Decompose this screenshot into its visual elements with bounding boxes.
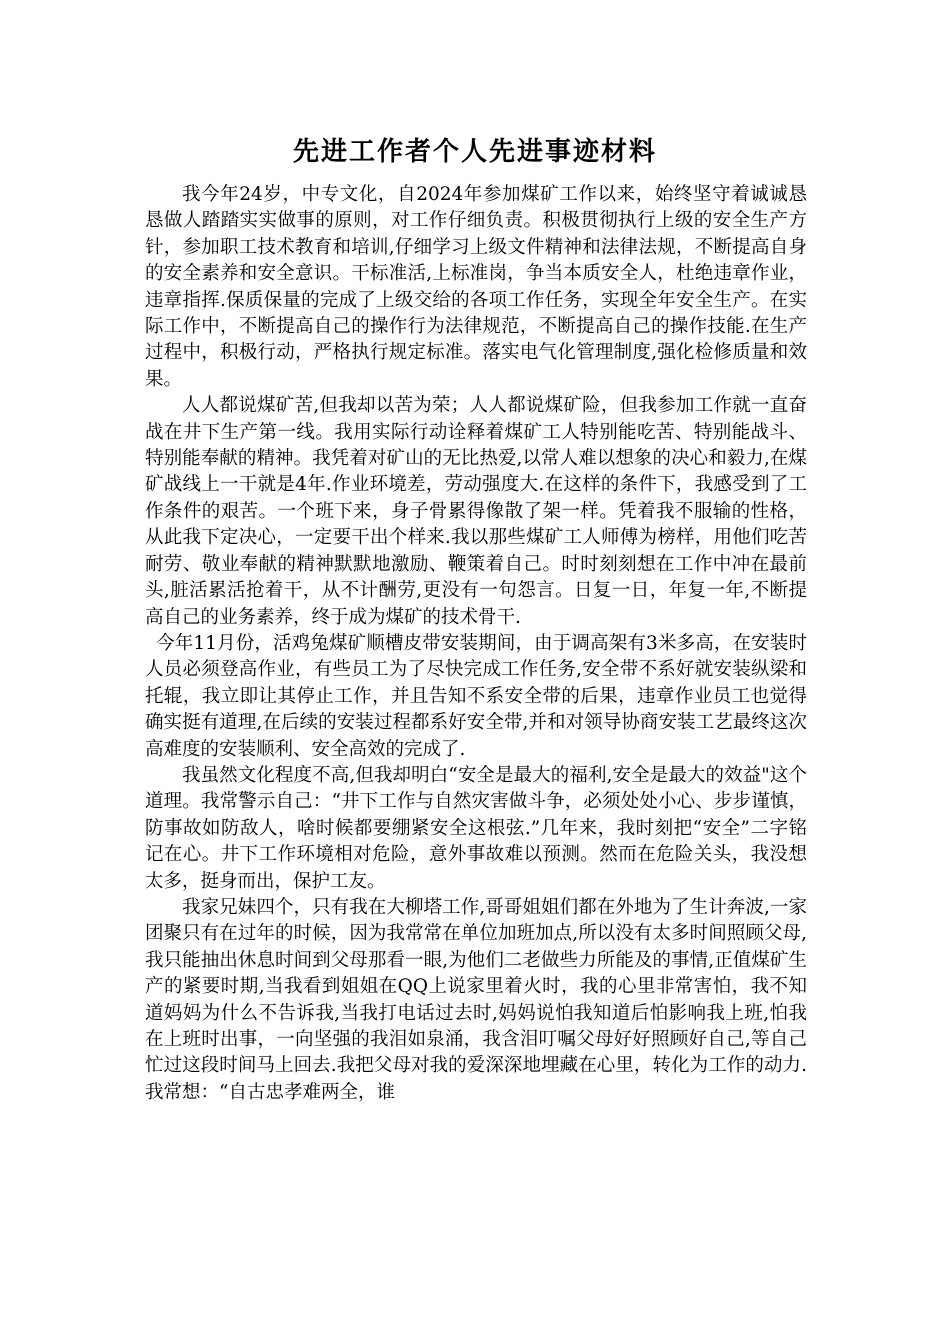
paragraph-3: 今年11月份，活鸡兔煤矿顺槽皮带安装期间，由于调高架有3米多高，在安装时人员必须登高作业，有些员工为了尽快完成工作任务,安全带不系好就安装纵梁和托辊，我立即让其停止工作，并且告知不系安全带的后果，违章作业员工也觉得确实挺有道理,在后续的安装过程都系好安全带,并和对领导协商安装工艺最终这次高难度的安装顺利、安全高效的完成了. [145, 632, 807, 760]
document-title: 先进工作者个人先进事迹材料 [292, 137, 657, 167]
paragraph-1: 我今年24岁，中专文化，自2024年参加煤矿工作以来，始终坚守着诚诚恳恳做人踏踏实实做事的原则，对工作仔细负责。积极贯彻执行上级的安全生产方针，参加职工技术教育和培训,仔细学习上级文件精神和法律法规，不断提高自身的安全素养和安全意识。干标准活,上标准岗，争当本质安全人，杜绝违章作业，违章指挥.保质保量的完成了上级交给的各项工作任务，实现全年安全生产。在实际工作中，不断提高自己的操作行为法律规范，不断提高自己的操作技能.在生产过程中，积极行动，严格执行规定标准。落实电气化管理制度,强化检修质量和效果。 [145, 184, 807, 390]
paragraph-4: 我虽然文化程度不高,但我却明白“安全是最大的福利,安全是最大的效益"这个道理。我常警示自己：“井下工作与自然灾害做斗争，必须处处小心、步步谨慎，防事故如防敌人，啥时候都要绷紧安全这根弦.”几年来，我时刻把“安全”二字铭记在心。井下工作环境相对危险，意外事故难以预测。然而在危险关头，我没想太多，挺身而出，保护工友。 [145, 764, 807, 892]
paragraph-2: 人人都说煤矿苦,但我却以苦为荣；人人都说煤矿险，但我参加工作就一直奋战在井下生产第一线。我用实际行动诠释着煤矿工人特别能吃苦、特别能战斗、特别能奉献的精神。我凭着对矿山的无比热爱,以常人难以想象的决心和毅力,在煤矿战线上一干就是4年.作业环境差，劳动强度大.在这样的条件下，我感受到了工作条件的艰苦。一个班下来，身子骨累得像散了架一样。凭着我不服输的性格，从此我下定决心，一定要干出个样来.我以那些煤矿工人师傅为榜样，用他们吃苦耐劳、敬业奉献的精神默默地激励、鞭策着自己。时时刻刻想在工作中冲在最前头,脏活累活抢着干，从不计酬劳,更没有一句怨言。日复一日，年复一年,不断提高自己的业务素养，终于成为煤矿的技术骨干. [145, 395, 807, 628]
document-body [145, 182, 807, 1106]
paragraph-5: 我家兄妹四个，只有我在大柳塔工作,哥哥姐姐们都在外地为了生计奔波,一家团聚只有在过年的时候，因为我常常在单位加班加点,所以没有太多时间照顾父母,我只能抽出休息时间到父母那看一眼,为他们二老做些力所能及的事情,正值煤矿生产的紧要时期,当我看到姐姐在QQ上说家里着火时，我的心里非常害怕，我不知道妈妈为什么不告诉我,当我打电话过去时,妈妈说怕我知道后怕影响我上班,怕我在上班时出事，一向坚强的我泪如泉涌，我含泪叮嘱父母好好照顾好自己,等自己忙过这段时间马上回去.我把父母对我的爱深深地埋藏在心里，转化为工作的动力.我常想：“自古忠孝难两全，谁 [145, 896, 807, 1103]
